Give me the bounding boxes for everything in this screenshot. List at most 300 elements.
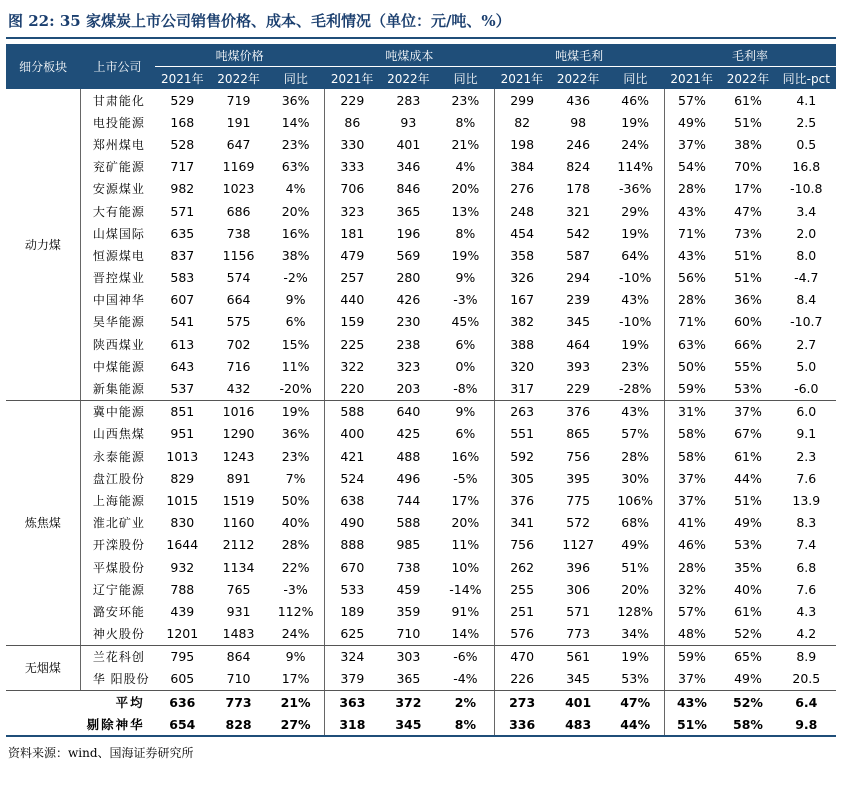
- table-cell: 572: [566, 515, 591, 531]
- table-cell: 58%: [664, 423, 719, 445]
- table-row: [6, 311, 836, 333]
- table-cell: 19%: [451, 247, 480, 263]
- table-cell: 756: [566, 448, 591, 464]
- header-sub-col: 2021年: [324, 67, 379, 90]
- table-cell: 6.0: [796, 404, 817, 420]
- table-cell: -14%: [449, 581, 482, 597]
- table-cell: 59%: [664, 377, 719, 400]
- table-cell: 24%: [267, 623, 324, 646]
- table-cell: 932: [170, 559, 195, 575]
- table-cell: 888: [324, 534, 379, 556]
- company-name: 华 阳股份: [80, 668, 154, 691]
- table-cell: 379: [324, 668, 379, 691]
- table-row: [6, 645, 836, 668]
- table-cell: 61%: [734, 448, 762, 464]
- table-cell: 323: [396, 358, 421, 374]
- table-cell: 37%: [664, 467, 719, 489]
- table-cell: 318: [324, 713, 379, 736]
- table-cell: 464: [566, 336, 591, 352]
- table-cell: 53%: [719, 377, 776, 400]
- table-row: [6, 668, 836, 691]
- table-cell: 324: [324, 645, 379, 668]
- header-sub-col: 同比-pct: [777, 67, 836, 90]
- table-cell: 38%: [734, 136, 762, 152]
- table-cell: 7.6: [796, 581, 817, 597]
- table-cell: 321: [566, 203, 591, 219]
- table-cell: 198: [494, 133, 549, 155]
- table-cell: 605: [155, 668, 210, 691]
- table-cell: 48%: [664, 623, 719, 646]
- table-cell: 57%: [621, 426, 650, 442]
- company-name: 山煤国际: [92, 226, 145, 241]
- table-cell: 19%: [621, 225, 650, 241]
- table-cell: 0%: [455, 358, 476, 374]
- table-cell: 55%: [734, 358, 762, 374]
- table-row: [6, 423, 836, 445]
- table-cell: 773: [210, 691, 267, 714]
- table-cell: 575: [226, 314, 251, 330]
- table-cell: 37%: [734, 404, 762, 420]
- table-cell: 323: [324, 200, 379, 222]
- table-row: [6, 556, 836, 578]
- table-cell: 551: [494, 423, 549, 445]
- segment-label: 无烟煤: [6, 645, 80, 690]
- table-cell: 51%: [734, 114, 762, 130]
- header-group-margin: 毛利率: [664, 44, 836, 67]
- header-sub-col: 2022年: [719, 67, 776, 90]
- table-cell: 251: [494, 600, 549, 622]
- table-cell: -3%: [453, 292, 478, 308]
- table-cell: 7%: [285, 470, 306, 486]
- table-row: [6, 445, 836, 467]
- table-cell: 32%: [664, 578, 719, 600]
- table-cell: 365: [396, 203, 421, 219]
- table-row: [6, 289, 836, 311]
- company-name: 潞安环能: [92, 604, 145, 619]
- coal-company-table: [6, 44, 836, 737]
- header-sub-col: 2021年: [155, 67, 210, 90]
- table-cell: 8.4: [796, 292, 817, 308]
- table-cell: 320: [494, 355, 549, 377]
- table-cell: 225: [324, 333, 379, 355]
- table-cell: 13%: [451, 203, 480, 219]
- table-cell: 49%: [734, 515, 762, 531]
- table-cell: 63%: [664, 333, 719, 355]
- table-cell: 7.4: [796, 537, 817, 553]
- table-cell: 846: [396, 181, 421, 197]
- table-cell: 273: [494, 691, 549, 714]
- table-cell: 830: [170, 515, 195, 531]
- table-cell: 17%: [734, 181, 762, 197]
- table-cell: 178: [566, 181, 591, 197]
- table-cell: 58%: [719, 713, 776, 736]
- header-company: 上市公司: [80, 44, 154, 89]
- table-cell: 20.5: [777, 668, 836, 691]
- table-cell: 1013: [166, 448, 199, 464]
- segment-label: 炼焦煤: [6, 400, 80, 645]
- header-sub-col: 同比: [607, 67, 664, 90]
- table-cell: 710: [380, 623, 437, 646]
- table-cell: 537: [155, 377, 210, 400]
- table-cell: -36%: [619, 181, 652, 197]
- table-cell: -2%: [283, 270, 308, 286]
- table-cell: 1156: [222, 247, 255, 263]
- table-cell: -10.7: [790, 314, 823, 330]
- table-row: [6, 333, 836, 355]
- table-cell: 640: [396, 404, 421, 420]
- table-cell: -20%: [267, 377, 324, 400]
- table-cell: 426: [396, 292, 421, 308]
- table-cell: 57%: [664, 600, 719, 622]
- table-cell: 28%: [664, 289, 719, 311]
- table-cell: 1519: [222, 492, 255, 508]
- table-cell: 50%: [281, 492, 310, 508]
- table-cell: 1243: [222, 448, 255, 464]
- table-cell: 1644: [166, 537, 199, 553]
- table-cell: 788: [170, 581, 195, 597]
- company-name: 中国神华: [92, 293, 145, 308]
- table-cell: -8%: [437, 377, 494, 400]
- table-cell: 28%: [664, 178, 719, 200]
- company-name: 永泰能源: [92, 449, 145, 464]
- table-cell: 14%: [281, 114, 310, 130]
- table-cell: 541: [170, 314, 195, 330]
- table-cell: 1169: [222, 159, 255, 175]
- table-cell: 128%: [617, 603, 654, 619]
- table-cell: 702: [226, 336, 251, 352]
- table-cell: 9%: [455, 270, 476, 286]
- company-name: 恒源煤电: [92, 248, 145, 263]
- table-cell: 483: [550, 713, 607, 736]
- table-cell: 226: [494, 668, 549, 691]
- table-cell: 756: [494, 534, 549, 556]
- table-cell: 4%: [285, 181, 306, 197]
- table-cell: 440: [324, 289, 379, 311]
- table-cell: 9%: [455, 404, 476, 420]
- table-cell: 4.1: [796, 92, 817, 108]
- table-row: [6, 355, 836, 377]
- table-cell: 53%: [607, 668, 664, 691]
- table-cell: 58%: [664, 445, 719, 467]
- table-cell: 2.5: [796, 114, 817, 130]
- company-name: 兰花科创: [92, 650, 145, 665]
- table-cell: 305: [494, 467, 549, 489]
- table-row: [6, 133, 836, 155]
- table-cell: 61%: [734, 92, 762, 108]
- table-cell: 744: [396, 492, 421, 508]
- table-cell: 647: [226, 136, 251, 152]
- table-cell: 191: [226, 114, 251, 130]
- table-cell: 638: [324, 489, 379, 511]
- table-row: [6, 111, 836, 133]
- table-cell: 51%: [664, 713, 719, 736]
- table-cell: 395: [566, 470, 591, 486]
- table-cell: 37%: [664, 489, 719, 511]
- table-cell: 59%: [664, 645, 719, 668]
- table-cell: 9%: [285, 292, 306, 308]
- table-cell: -10.8: [790, 181, 823, 197]
- table-cell: 345: [380, 713, 437, 736]
- table-cell: 40%: [734, 581, 762, 597]
- table-cell: 54%: [664, 156, 719, 178]
- table-cell: 607: [170, 292, 195, 308]
- table-cell: 51%: [734, 492, 762, 508]
- table-cell: 71%: [664, 311, 719, 333]
- table-cell: 1201: [155, 623, 210, 646]
- table-cell: 17%: [267, 668, 324, 691]
- table-cell: 490: [324, 512, 379, 534]
- table-cell: 2.0: [796, 225, 817, 241]
- table-cell: 583: [170, 270, 195, 286]
- table-cell: 276: [494, 178, 549, 200]
- table-cell: 21%: [451, 136, 480, 152]
- table-row: [6, 222, 836, 244]
- table-cell: 765: [226, 581, 251, 597]
- table-cell: 294: [566, 270, 591, 286]
- table-cell: 246: [566, 136, 591, 152]
- table-cell: -10%: [619, 314, 652, 330]
- table-cell: 686: [226, 203, 251, 219]
- company-name: 昊华能源: [92, 315, 145, 330]
- summary-row: [6, 691, 836, 714]
- table-cell: 775: [566, 492, 591, 508]
- table-cell: 71%: [664, 222, 719, 244]
- table-row: [6, 467, 836, 489]
- table-cell: 52%: [719, 623, 776, 646]
- table-cell: 43%: [664, 200, 719, 222]
- table-cell: 17%: [451, 492, 480, 508]
- table-cell: 365: [380, 668, 437, 691]
- company-name: 平煤股份: [92, 560, 145, 575]
- header-group-price: 吨煤价格: [155, 44, 325, 67]
- table-cell: 643: [170, 358, 195, 374]
- table-cell: 28%: [664, 556, 719, 578]
- table-cell: 49%: [621, 537, 650, 553]
- table-cell: 29%: [621, 203, 650, 219]
- table-cell: 68%: [621, 515, 650, 531]
- table-cell: 230: [396, 314, 421, 330]
- table-cell: 238: [396, 336, 421, 352]
- table-cell: 561: [566, 649, 591, 665]
- table-cell: 303: [396, 649, 421, 665]
- table-cell: 16.8: [792, 159, 821, 175]
- table-cell: 393: [566, 358, 591, 374]
- table-cell: 263: [494, 400, 549, 423]
- table-cell: 717: [170, 159, 195, 175]
- table-row: [6, 400, 836, 423]
- table-row: [6, 512, 836, 534]
- table-cell: 47%: [734, 203, 762, 219]
- table-cell: 951: [170, 426, 195, 442]
- table-cell: 6.8: [796, 559, 817, 575]
- table-cell: 363: [324, 691, 379, 714]
- table-cell: 588: [396, 515, 421, 531]
- table-cell: 41%: [664, 512, 719, 534]
- table-cell: 6%: [455, 336, 476, 352]
- table-row: [6, 267, 836, 289]
- table-cell: -6.0: [777, 377, 836, 400]
- table-cell: 5.0: [796, 358, 817, 374]
- table-cell: 1483: [210, 623, 267, 646]
- table-cell: 7.6: [796, 470, 817, 486]
- table-cell: 11%: [281, 358, 310, 374]
- table-cell: 47%: [607, 691, 664, 714]
- table-row: [6, 89, 836, 111]
- table-cell: 524: [324, 467, 379, 489]
- summary-label: 剔除神华: [6, 713, 155, 736]
- table-cell: 44%: [607, 713, 664, 736]
- table-cell: -5%: [453, 470, 478, 486]
- table-cell: 73%: [734, 225, 762, 241]
- company-name: 兖矿能源: [92, 160, 145, 175]
- table-cell: 459: [396, 581, 421, 597]
- table-cell: 37%: [664, 133, 719, 155]
- table-cell: 9.8: [777, 713, 836, 736]
- table-cell: 837: [170, 247, 195, 263]
- table-row: [6, 178, 836, 200]
- table-cell: 345: [550, 668, 607, 691]
- table-cell: 19%: [281, 404, 310, 420]
- table-cell: 738: [226, 225, 251, 241]
- table-cell: 168: [170, 114, 195, 130]
- table-cell: 181: [324, 222, 379, 244]
- header-sub-col: 2022年: [550, 67, 607, 90]
- company-name: 辽宁能源: [92, 582, 145, 597]
- table-cell: 4.2: [777, 623, 836, 646]
- table-cell: 27%: [267, 713, 324, 736]
- table-cell: 306: [566, 581, 591, 597]
- table-cell: 1134: [222, 559, 255, 575]
- table-cell: 479: [324, 244, 379, 266]
- table-row: [6, 244, 836, 266]
- table-cell: 931: [226, 603, 251, 619]
- table-cell: 8%: [455, 114, 476, 130]
- table-cell: 574: [226, 270, 251, 286]
- table-row: [6, 578, 836, 600]
- table-cell: 3.4: [796, 203, 817, 219]
- table-cell: 64%: [621, 247, 650, 263]
- table-cell: 114%: [617, 159, 654, 175]
- table-cell: 28%: [621, 448, 650, 464]
- table-cell: 189: [324, 600, 379, 622]
- table-cell: 470: [494, 645, 549, 668]
- table-cell: 587: [566, 247, 591, 263]
- table-cell: 28%: [281, 537, 310, 553]
- table-cell: -28%: [607, 377, 664, 400]
- table-row: [6, 623, 836, 646]
- table-cell: 8.9: [796, 649, 817, 665]
- table-cell: 37%: [664, 668, 719, 691]
- company-name: 中煤能源: [92, 359, 145, 374]
- table-cell: 891: [226, 470, 251, 486]
- table-cell: 19%: [621, 649, 650, 665]
- table-cell: 49%: [664, 111, 719, 133]
- table-cell: 1127: [562, 537, 595, 553]
- table-cell: 9%: [285, 649, 306, 665]
- table-cell: 982: [170, 181, 195, 197]
- table-cell: 773: [550, 623, 607, 646]
- table-cell: 86: [324, 111, 379, 133]
- table-cell: 23%: [621, 358, 650, 374]
- table-cell: 44%: [734, 470, 762, 486]
- table-cell: 196: [396, 225, 421, 241]
- table-cell: 341: [494, 512, 549, 534]
- table-cell: 372: [380, 691, 437, 714]
- table-cell: 60%: [734, 314, 762, 330]
- company-name: 开滦股份: [92, 538, 145, 553]
- table-cell: 220: [324, 377, 379, 400]
- table-cell: -4%: [437, 668, 494, 691]
- table-cell: 0.5: [796, 136, 817, 152]
- table-cell: 49%: [719, 668, 776, 691]
- table-cell: 106%: [617, 492, 654, 508]
- table-cell: 20%: [281, 203, 310, 219]
- table-cell: 43%: [664, 691, 719, 714]
- table-cell: 30%: [621, 470, 650, 486]
- table-cell: 24%: [621, 136, 650, 152]
- table-cell: 50%: [664, 355, 719, 377]
- table-cell: 20%: [451, 181, 480, 197]
- table-cell: 533: [324, 578, 379, 600]
- company-name: 淮北矿业: [92, 516, 145, 531]
- table-cell: 8.0: [796, 247, 817, 263]
- table-cell: 824: [566, 159, 591, 175]
- company-name: 盘江股份: [92, 471, 145, 486]
- summary-label: 平均: [6, 691, 155, 714]
- table-cell: 82: [494, 111, 549, 133]
- table-cell: 13.9: [792, 492, 821, 508]
- table-cell: 66%: [734, 336, 762, 352]
- table-cell: -4.7: [794, 270, 819, 286]
- table-cell: 63%: [281, 159, 310, 175]
- table-cell: 45%: [451, 314, 480, 330]
- source-note: 资料来源：wind、国海证券研究所: [8, 746, 194, 760]
- table-cell: 257: [324, 267, 379, 289]
- table-cell: 432: [210, 377, 267, 400]
- table-cell: 23%: [281, 136, 310, 152]
- table-row: [6, 377, 836, 400]
- table-cell: 46%: [621, 92, 650, 108]
- company-name: 大有能源: [92, 204, 145, 219]
- table-cell: 65%: [734, 649, 762, 665]
- table-cell: 636: [155, 691, 210, 714]
- table-cell: 6.4: [777, 691, 836, 714]
- table-cell: 569: [396, 247, 421, 263]
- header-group-profit: 吨煤毛利: [494, 44, 664, 67]
- table-cell: 828: [210, 713, 267, 736]
- table-cell: 529: [170, 92, 195, 108]
- table-cell: 20%: [621, 581, 650, 597]
- table-cell: -6%: [453, 649, 478, 665]
- table-cell: 795: [170, 649, 195, 665]
- table-cell: 6%: [285, 314, 306, 330]
- table-cell: 52%: [719, 691, 776, 714]
- table-cell: 239: [566, 292, 591, 308]
- table-cell: 8%: [437, 713, 494, 736]
- table-cell: 229: [550, 377, 607, 400]
- company-name: 神火股份: [80, 623, 154, 646]
- table-cell: 2.3: [796, 448, 817, 464]
- title-divider: [6, 37, 836, 39]
- table-cell: 4%: [455, 159, 476, 175]
- figure-title: 图 22: 35 家煤炭上市公司销售价格、成本、毛利情况（单位：元/吨、%）: [8, 12, 511, 30]
- table-cell: 43%: [664, 244, 719, 266]
- table-cell: 167: [494, 289, 549, 311]
- company-name: 电投能源: [92, 115, 145, 130]
- table-cell: 9.1: [796, 426, 817, 442]
- table-cell: 2%: [437, 691, 494, 714]
- table-cell: 93: [400, 114, 417, 130]
